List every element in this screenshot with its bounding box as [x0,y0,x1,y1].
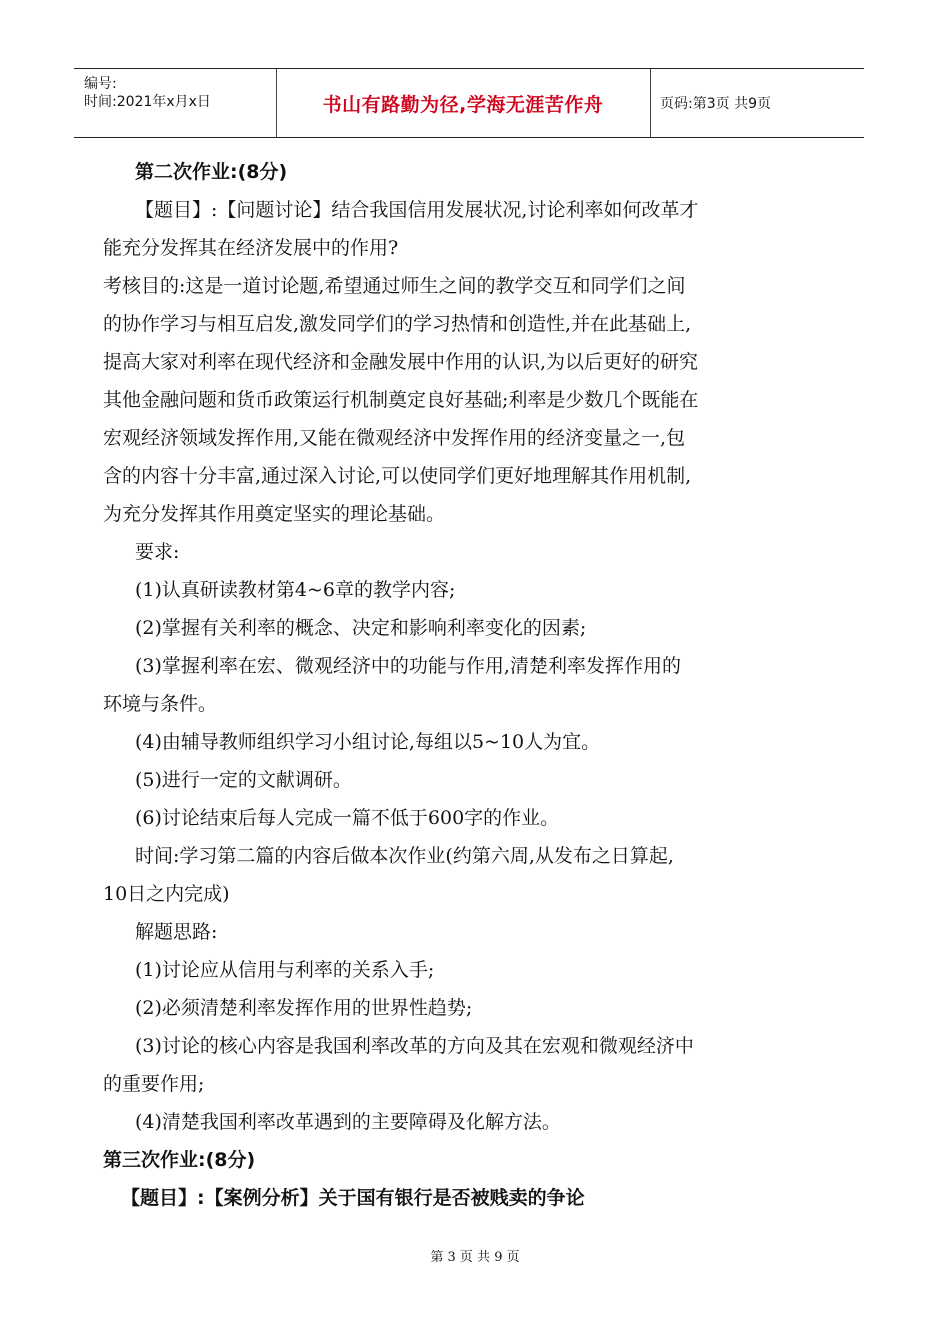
time-requirement: 时间:学习第二篇的内容后做本次作业(约第六周,从发布之日算起, [135,845,674,867]
time-label: 时间:2021年x月x日 [84,94,211,110]
question-line: 能充分发挥其在经济发展中的作用? [103,237,399,259]
list-item: (3)讨论的核心内容是我国利率改革的方向及其在宏观和微观经济中 [135,1035,694,1057]
section-title-3: 第三次作业:(8分) [103,1149,256,1171]
paragraph-line: 提高大家对利率在现代经济和金融发展中作用的认识,为以后更好的研究 [103,351,699,373]
time-requirement-continued: 10日之内完成) [103,883,230,905]
number-label: 编号: [84,76,117,92]
list-item: (3)掌握利率在宏、微观经济中的功能与作用,清楚利率发挥作用的 [135,655,681,677]
approach-heading: 解题思路: [135,921,218,943]
list-item-continued: 环境与条件。 [103,693,218,715]
requirements-heading: 要求: [135,541,180,563]
list-item: (1)讨论应从信用与利率的关系入手; [135,959,435,981]
paragraph-line: 为充分发挥其作用奠定坚实的理论基础。 [103,503,446,525]
case-question: 【题目】:【案例分析】关于国有银行是否被贱卖的争论 [121,1187,585,1209]
page-footer: 第 3 页 共 9 页 [430,1250,520,1265]
paragraph-line: 含的内容十分丰富,通过深入讨论,可以使同学们更好地理解其作用机制, [103,465,692,487]
paragraph-line: 考核目的:这是一道讨论题,希望通过师生之间的教学交互和同学们之间 [103,275,686,297]
section-title-2: 第二次作业:(8分) [135,161,288,183]
document-header [74,68,864,138]
list-item: (6)讨论结束后每人完成一篇不低于600字的作业。 [135,807,560,829]
paragraph-line: 的协作学习与相互启发,激发同学们的学习热情和创造性,并在此基础上, [103,313,692,335]
list-item: (4)清楚我国利率改革遇到的主要障碍及化解方法。 [135,1111,561,1133]
question-line: 【题目】:【问题讨论】结合我国信用发展状况,讨论利率如何改革才 [135,199,699,221]
paragraph-line: 宏观经济领域发挥作用,又能在微观经济中发挥作用的经济变量之一,包 [103,427,686,449]
list-item: (1)认真研读教材第4~6章的教学内容; [135,579,456,601]
list-item: (5)进行一定的文献调研。 [135,769,352,791]
list-item-continued: 的重要作用; [103,1073,205,1095]
header-page-cell [650,69,864,137]
header-meta-cell [74,69,277,137]
list-item: (2)必须清楚利率发挥作用的世界性趋势; [135,997,473,1019]
motto-text: 书山有路勤为径,学海无涯苦作舟 [322,93,604,116]
paragraph-line: 其他金融问题和货币政策运行机制奠定良好基础;利率是少数几个既能在 [103,389,699,411]
page-code: 页码:第3页 共9页 [660,96,771,112]
list-item: (2)掌握有关利率的概念、决定和影响利率变化的因素; [135,617,587,639]
header-motto-cell [276,69,651,137]
list-item: (4)由辅导教师组织学习小组讨论,每组以5~10人为宜。 [135,731,601,753]
